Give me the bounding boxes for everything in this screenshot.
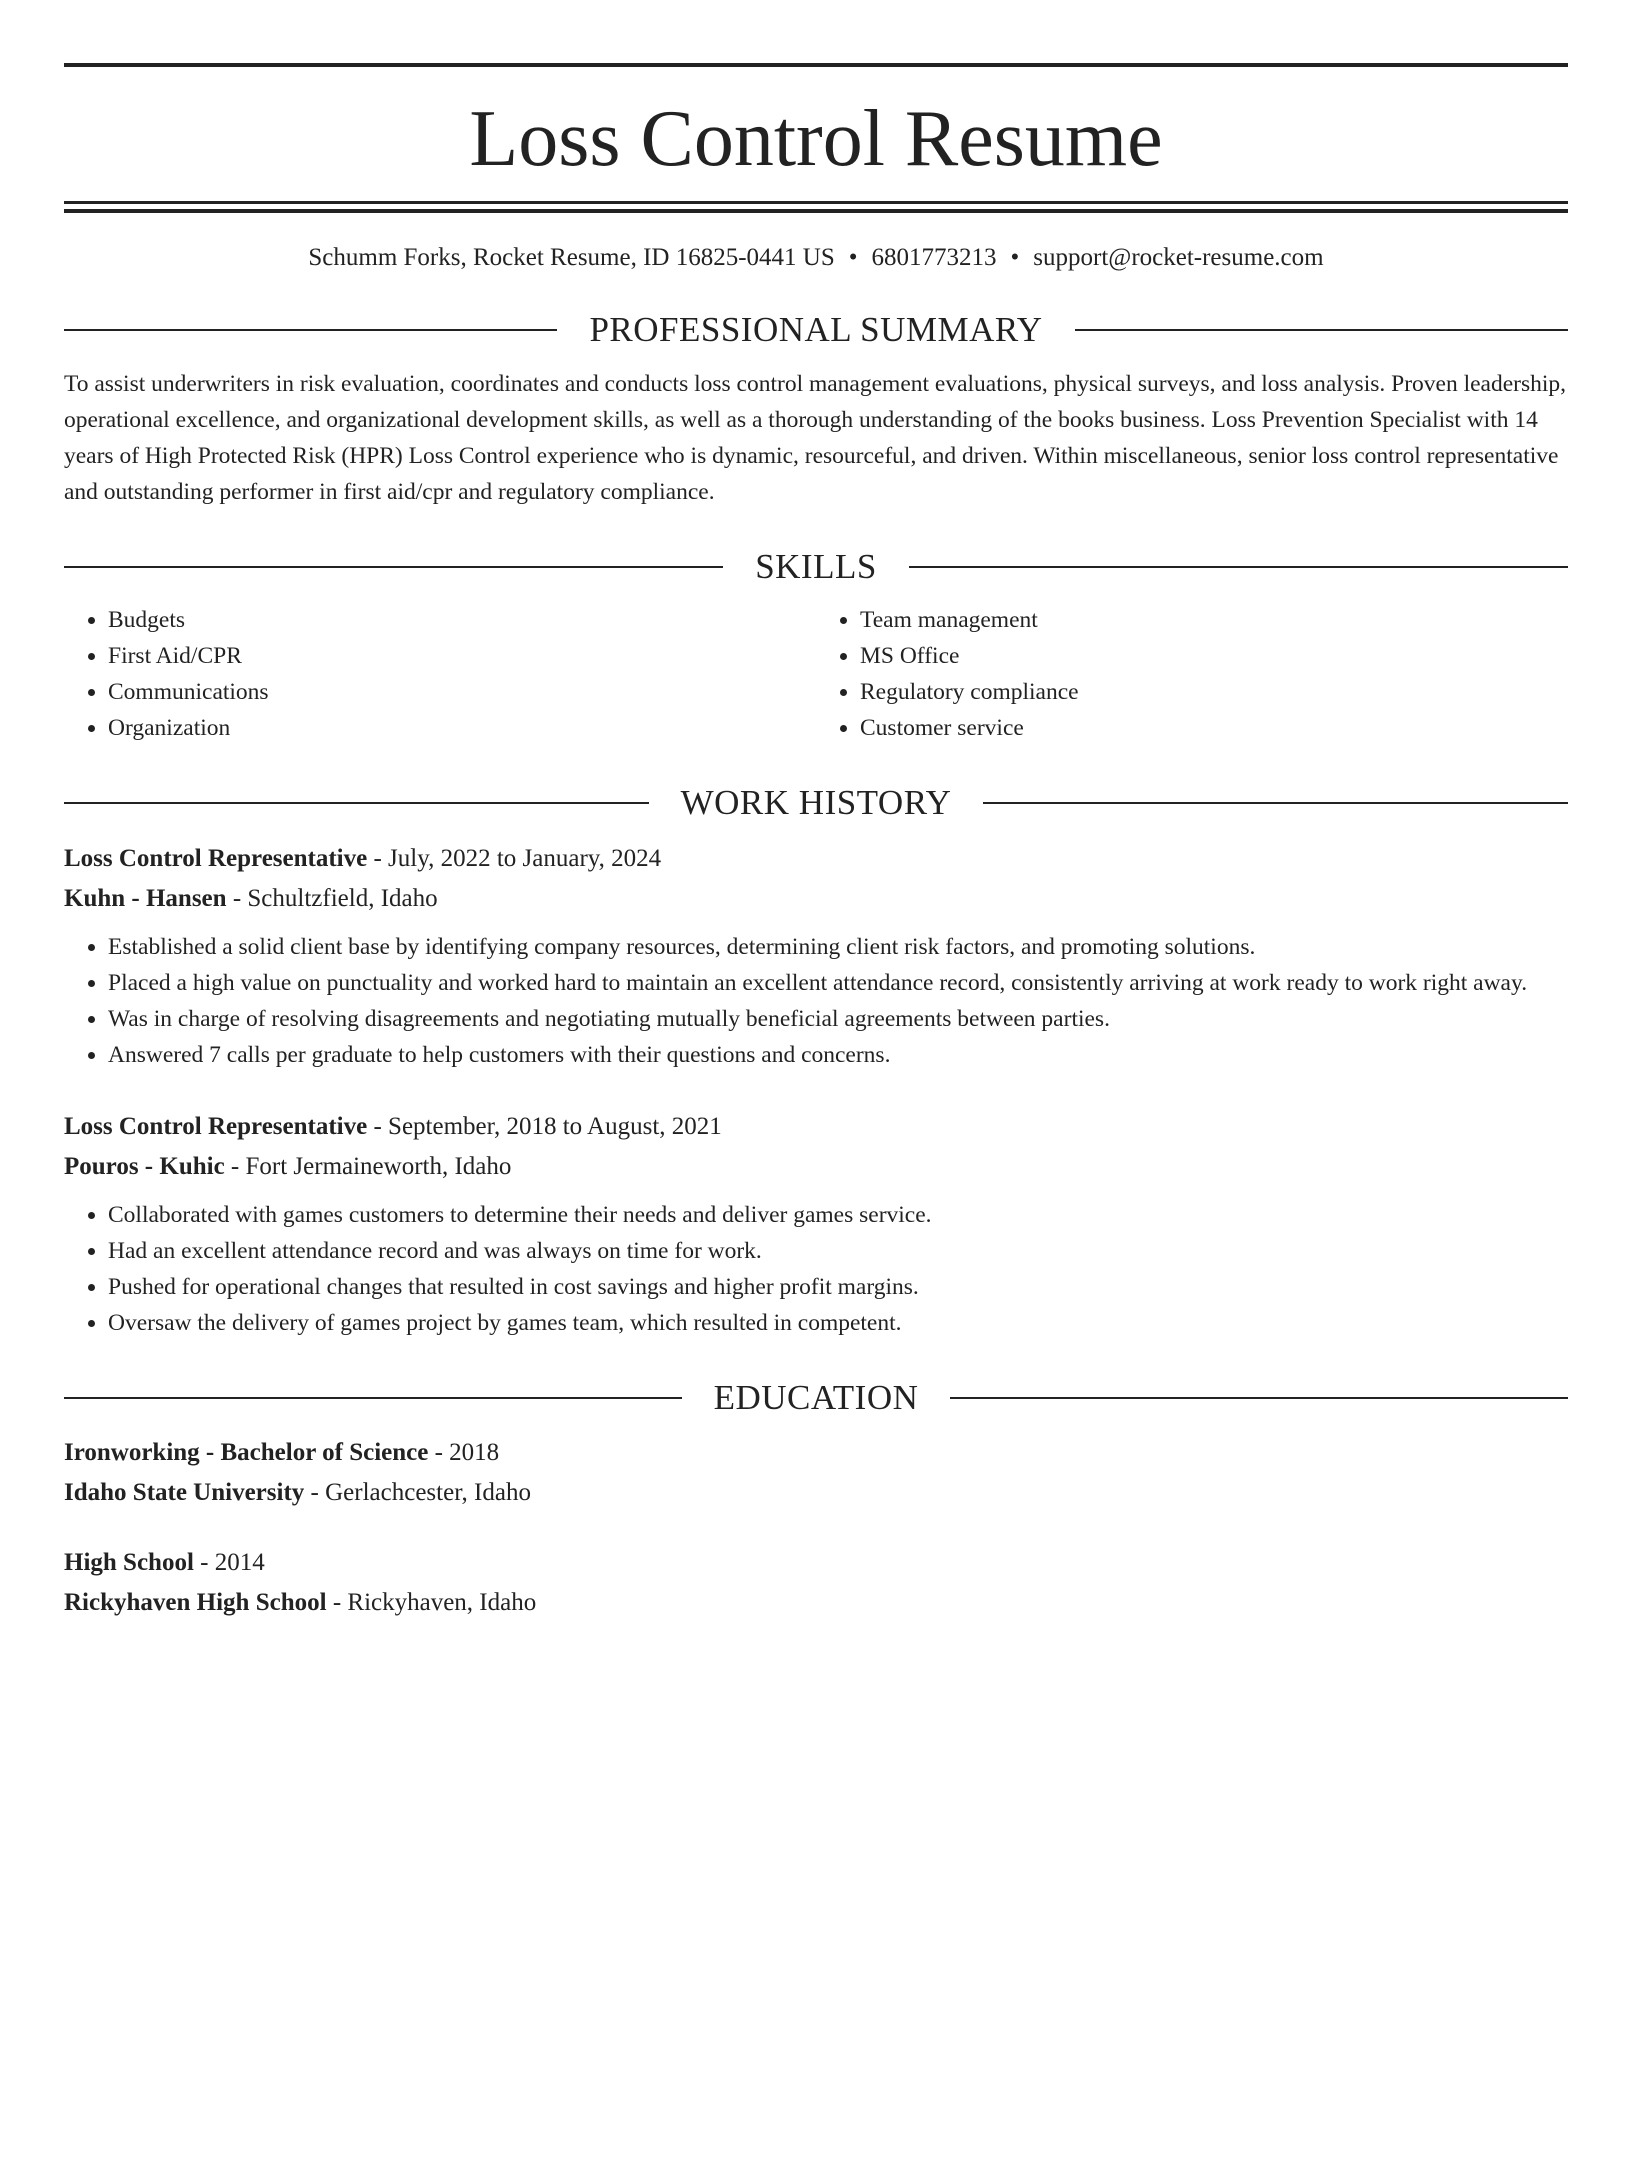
section-rule (1075, 329, 1568, 331)
job-title: Loss Control Representative (64, 1112, 368, 1140)
contact-separator: • (848, 244, 858, 271)
section-rule (64, 802, 649, 804)
job-company-line (64, 1147, 1568, 1187)
job-bullet: • Oversaw the delivery of games project by games team, which resulted in competent. (108, 1305, 1568, 1341)
job-bullets (64, 1197, 1568, 1341)
contact-email: support@rocket-resume.com (1033, 244, 1324, 271)
job-company: Pouros - Kuhic (64, 1152, 225, 1180)
contact-line (64, 243, 1568, 273)
section-rule (983, 802, 1568, 804)
section-title-skills: SKILLS (755, 546, 877, 586)
education-degree: High School (64, 1549, 194, 1576)
section-title-education: EDUCATION (713, 1377, 919, 1417)
contact-address: Schumm Forks, Rocket Resume, ID 16825-0441 US (308, 244, 835, 271)
contact-separator: • (1010, 244, 1020, 271)
education-year: - 2018 (428, 1439, 500, 1466)
education-school-line (64, 1473, 1568, 1513)
job-bullet: • Placed a high value on punctuality and worked hard to maintain an excellent attendance record, consistently arriving at work ready to work right away. (108, 965, 1568, 1001)
job-dates: - July, 2022 to January, 2024 (367, 844, 662, 872)
education-degree-line (64, 1543, 1568, 1583)
job-bullet: • Answered 7 calls per graduate to help customers with their questions and concerns. (108, 1037, 1568, 1073)
resume-title: Loss Control Resume (469, 95, 1163, 183)
job-entry (64, 1107, 1568, 1341)
top-rule (64, 63, 1568, 67)
section-header-skills (64, 548, 1568, 587)
section-rule (64, 1397, 682, 1399)
section-header-work (64, 784, 1568, 823)
education-location: - Gerlachcester, Idaho (304, 1479, 531, 1506)
job-title-line (64, 1107, 1568, 1147)
skills-column-right (816, 602, 1568, 746)
skill-item: • Team management (860, 602, 1568, 638)
section-title-summary: PROFESSIONAL SUMMARY (589, 310, 1043, 349)
skill-item: • Regulatory compliance (860, 674, 1568, 710)
skill-item: • Organization (108, 710, 816, 746)
job-bullet: • Had an excellent attendance record and was always on time for work. (108, 1233, 1568, 1269)
section-rule (950, 1397, 1568, 1399)
job-bullet: • Pushed for operational changes that resulted in cost savings and higher profit margins. (108, 1269, 1568, 1305)
job-title: Loss Control Representative (64, 844, 368, 872)
education-degree: Ironworking - Bachelor of Science (64, 1439, 429, 1466)
section-rule (64, 329, 557, 331)
resume-page (0, 63, 1632, 2175)
education-school: Idaho State University (64, 1479, 305, 1506)
job-dates: - September, 2018 to August, 2021 (367, 1112, 722, 1140)
job-entry (64, 839, 1568, 1073)
section-rule (909, 566, 1568, 568)
section-header-summary (64, 311, 1568, 350)
education-school: Rickyhaven High School (64, 1589, 327, 1616)
skill-item: • MS Office (860, 638, 1568, 674)
skills-list (64, 602, 1568, 746)
skill-item: • First Aid/CPR (108, 638, 816, 674)
skill-item: • Customer service (860, 710, 1568, 746)
job-title-line (64, 839, 1568, 879)
job-company-line (64, 879, 1568, 919)
job-bullet: • Collaborated with games customers to determine their needs and deliver games service. (108, 1197, 1568, 1233)
section-title-work: WORK HISTORY (680, 783, 952, 822)
job-bullet: • Was in charge of resolving disagreements and negotiating mutually beneficial agreements between parties. (108, 1001, 1568, 1037)
education-entry (64, 1543, 1568, 1623)
contact-phone: 6801773213 (871, 244, 997, 271)
job-location: - Schultzfield, Idaho (226, 884, 438, 912)
section-header-education (64, 1379, 1568, 1418)
skill-item: • Budgets (108, 602, 816, 638)
education-entry (64, 1433, 1568, 1513)
education-location: - Rickyhaven, Idaho (326, 1589, 537, 1616)
skill-item: • Communications (108, 674, 816, 710)
skills-column-left (64, 602, 816, 746)
job-location: - Fort Jermaineworth, Idaho (224, 1152, 512, 1180)
education-year: - 2014 (193, 1549, 265, 1576)
education-school-line (64, 1583, 1568, 1623)
title-double-rule (64, 201, 1568, 213)
job-bullet: • Established a solid client base by identifying company resources, determining client risk factors, and promoting solutions. (108, 929, 1568, 965)
job-bullets (64, 929, 1568, 1073)
summary-text: To assist underwriters in risk evaluation, coordinates and conducts loss control management evaluations, physical surveys, and loss analysis. Proven leadership, operational excellence, and organizational development skills, as well as a thorough understanding of the books business. Loss Prevention Specialist with 14 years of High Protected Risk (HPR) Loss Control experience who is dynamic, resourceful, and driven. Within miscellaneous, senior loss control representative and outstanding performer in first aid/cpr and regulatory compliance. (64, 370, 1567, 505)
section-rule (64, 566, 723, 568)
education-degree-line (64, 1433, 1568, 1473)
job-company: Kuhn - Hansen (64, 884, 227, 912)
